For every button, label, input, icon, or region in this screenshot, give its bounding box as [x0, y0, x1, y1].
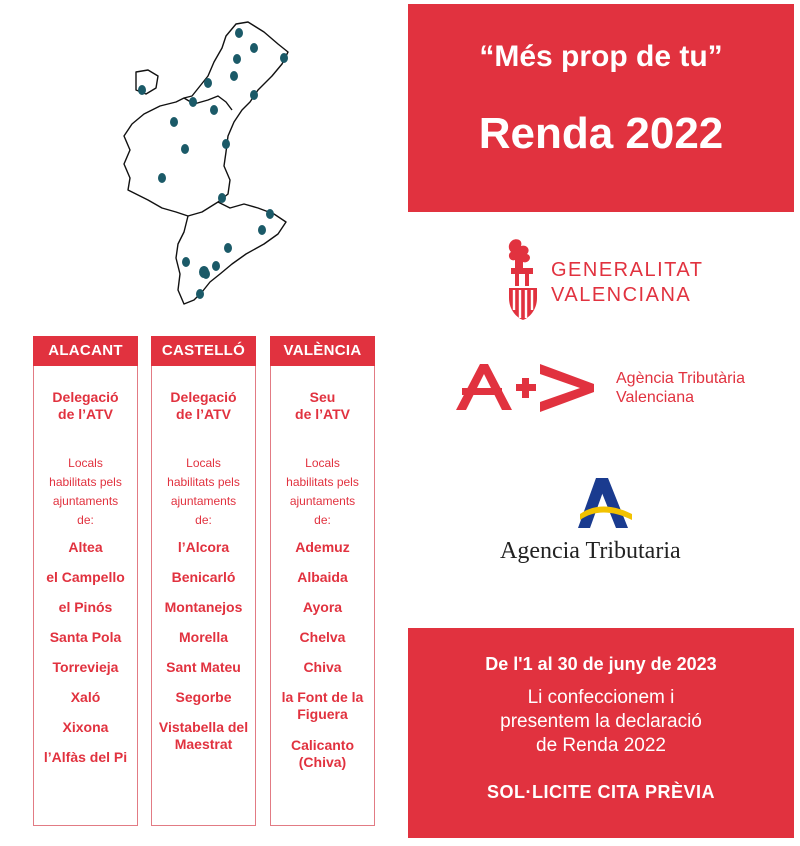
town-item: Xaló	[70, 689, 101, 705]
town-item: l’Alcora	[177, 539, 230, 555]
generalitat-line-2: VALENCIANA	[551, 284, 692, 306]
atv-logo	[456, 362, 776, 416]
town-item: Morella	[178, 629, 228, 645]
sub-line: habilitats pels	[167, 475, 240, 489]
info-description-line: presentem la declaració	[500, 711, 702, 732]
generalitat-emblem-icon	[503, 238, 543, 322]
column-castello	[151, 336, 256, 826]
region-map-outline	[124, 22, 288, 304]
town-list	[34, 539, 137, 779]
hero-title: Renda 2022	[478, 109, 724, 158]
town-item: el Campello	[46, 569, 125, 585]
office-line: de l’ATV	[295, 406, 350, 422]
office-line: de l’ATV	[58, 406, 113, 422]
town-item: Chelva	[299, 629, 346, 645]
column-alacant	[33, 336, 138, 826]
column-header: CASTELLÓ	[151, 336, 256, 366]
town-item: Segorbe	[175, 689, 232, 705]
aeat-logo	[500, 474, 710, 570]
hero-slogan: “Més prop de tu”	[479, 40, 723, 73]
generalitat-logo	[503, 238, 723, 322]
atv-line-1: Agència Tributària	[616, 370, 745, 387]
region-map	[118, 18, 304, 308]
town-item: Sant Mateu	[166, 659, 241, 675]
sub-line: de:	[195, 513, 212, 527]
sub-line: habilitats pels	[49, 475, 122, 489]
sub-line: Locals	[68, 456, 103, 470]
office-line: Seu	[309, 389, 336, 405]
town-item: Torrevieja	[52, 659, 119, 675]
sub-line: ajuntaments	[52, 494, 119, 508]
column-header: ALACANT	[33, 336, 138, 366]
info-banner	[408, 628, 794, 838]
info-dates: De l'1 al 30 de juny de 2023	[485, 654, 717, 674]
sub-line: habilitats pels	[286, 475, 359, 489]
town-item: l’Alfàs del Pi	[43, 749, 128, 765]
town-item: Calicanto (Chiva)	[290, 737, 354, 770]
generalitat-line-1: GENERALITAT	[551, 259, 704, 281]
town-item: Albaida	[297, 569, 348, 585]
atv-line-2: Valenciana	[616, 389, 694, 406]
sub-line: ajuntaments	[289, 494, 356, 508]
aeat-emblem-icon	[574, 474, 634, 530]
aeat-name: Agencia Tributaria	[500, 538, 681, 564]
sub-line: Locals	[305, 456, 340, 470]
region-map-dots	[138, 28, 288, 299]
town-item: Vistabella del Maestrat	[158, 719, 249, 752]
town-item: Montanejos	[164, 599, 243, 615]
town-list	[152, 539, 255, 766]
town-item: Altea	[68, 539, 103, 555]
sub-line: de:	[77, 513, 94, 527]
town-item: Chiva	[303, 659, 342, 675]
column-valencia	[270, 336, 375, 826]
hero-banner	[408, 4, 794, 212]
town-item: Santa Pola	[49, 629, 122, 645]
sub-line: ajuntaments	[170, 494, 237, 508]
town-item: Xixona	[62, 719, 109, 735]
town-list	[271, 539, 374, 784]
appointment-cta: SOL·LICITE CITA PRÈVIA	[486, 782, 715, 802]
atv-mark-icon	[456, 362, 596, 416]
office-line: de l’ATV	[176, 406, 231, 422]
town-item: Ayora	[302, 599, 343, 615]
town-item: Ademuz	[295, 539, 350, 555]
town-item: Benicarló	[171, 569, 236, 585]
column-header: VALÈNCIA	[270, 336, 375, 366]
town-item: el Pinós	[58, 599, 113, 615]
info-description-line: Li confeccionem i	[527, 687, 675, 708]
sub-line: de:	[314, 513, 331, 527]
info-description-line: de Renda 2022	[536, 735, 666, 756]
town-item: la Font de la Figuera	[281, 689, 364, 722]
sub-line: Locals	[186, 456, 221, 470]
office-line: Delegació	[170, 389, 237, 405]
office-line: Delegació	[52, 389, 119, 405]
